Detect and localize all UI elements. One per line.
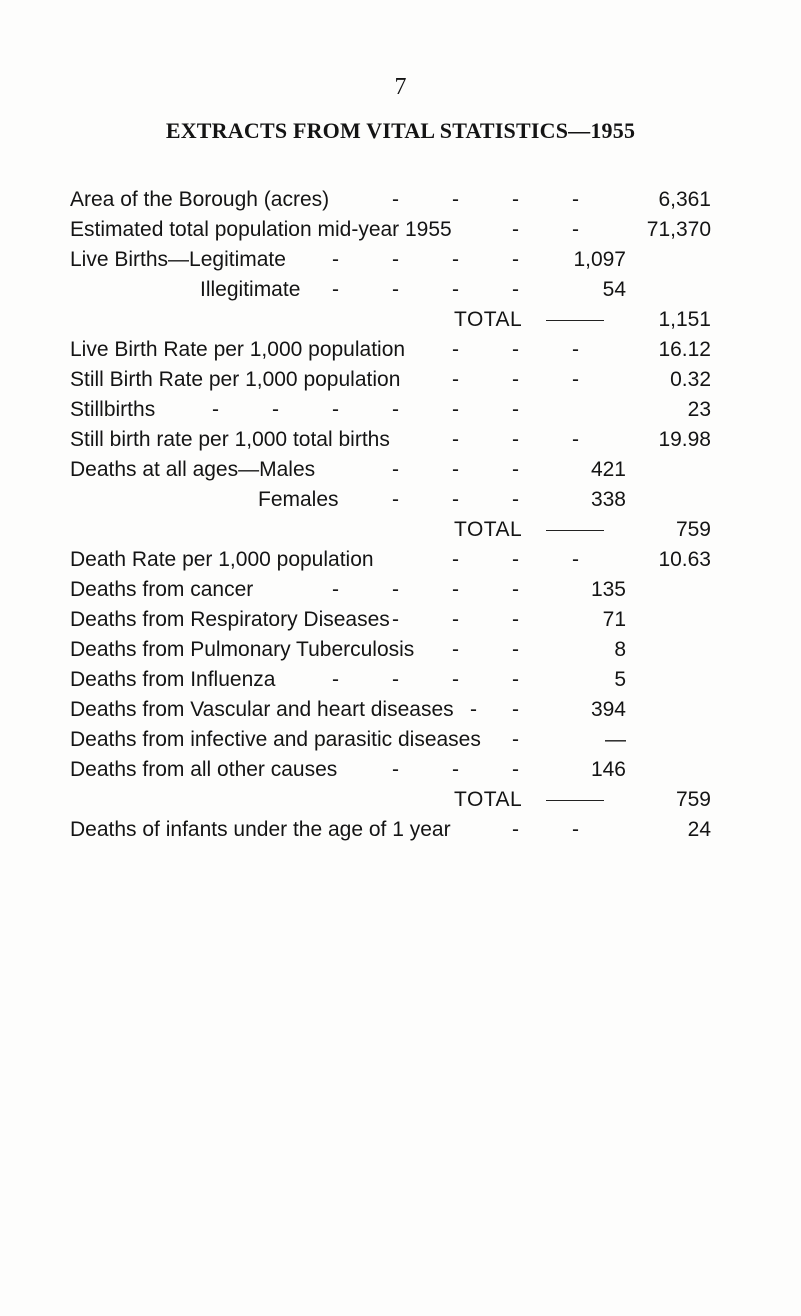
table-row-live-birth-rate: Live Birth Rate per 1,000 population - - - 16.12 xyxy=(0,334,801,366)
table-row-infant-deaths: Deaths of infants under the age of 1 year - - 24 xyxy=(0,814,801,846)
table-row-deaths-cancer: Deaths from cancer - - - - 135 xyxy=(0,574,801,606)
row-value: 23 xyxy=(687,398,711,421)
total-rule xyxy=(546,800,604,801)
row-label: Live Births—Legitimate xyxy=(70,248,286,271)
row-subvalue: 71 xyxy=(602,608,626,631)
table-row-deaths-males: Deaths at all ages—Males - - - 421 xyxy=(0,454,801,486)
total-label: TOTAL xyxy=(454,518,523,541)
total-rule xyxy=(546,530,604,531)
row-subvalue: 135 xyxy=(590,578,626,601)
row-subvalue: 54 xyxy=(602,278,626,301)
table-row-deaths-influenza: Deaths from Influenza - - - - 5 xyxy=(0,664,801,696)
row-subvalue: — xyxy=(605,728,626,751)
row-value: 6,361 xyxy=(658,188,711,211)
row-label: Estimated total population mid-year 1955 xyxy=(70,218,452,241)
total-rule xyxy=(546,320,604,321)
row-label: Deaths from all other causes xyxy=(70,758,338,781)
row-value: 16.12 xyxy=(658,338,711,361)
row-label: Area of the Borough (acres) xyxy=(70,188,330,211)
total-label: TOTAL xyxy=(454,308,523,331)
table-row-still-birth-rate-total: Still birth rate per 1,000 total births - - - 19.98 xyxy=(0,424,801,456)
row-label: Illegitimate xyxy=(200,278,301,301)
table-row-total-causes xyxy=(0,784,801,816)
row-label: Deaths at all ages—Males xyxy=(70,458,316,481)
table-row-population: Estimated total population mid-year 1955 - - 71,370 xyxy=(0,214,801,246)
row-label: Still birth rate per 1,000 total births xyxy=(70,428,390,451)
row-label: Deaths from Vascular and heart diseases xyxy=(70,698,454,721)
table-row-deaths-infective: Deaths from infective and parasitic diseases - — xyxy=(0,724,801,756)
row-label: Still Birth Rate per 1,000 population xyxy=(70,368,401,391)
row-label: Deaths from Influenza xyxy=(70,668,276,691)
row-subvalue: 338 xyxy=(590,488,626,511)
row-subvalue: 1,097 xyxy=(573,248,626,271)
row-label: Deaths of infants under the age of 1 year xyxy=(70,818,451,841)
row-label: Females xyxy=(258,488,339,511)
table-row-deaths-tuberculosis: Deaths from Pulmonary Tuberculosis - - 8 xyxy=(0,634,801,666)
row-value: 759 xyxy=(675,518,711,541)
row-value: 10.63 xyxy=(658,548,711,571)
table-row-death-rate: Death Rate per 1,000 population - - - 10.63 xyxy=(0,544,801,576)
table-row-deaths-females: Females - - - 338 xyxy=(0,484,801,516)
table-row-stillbirths: Stillbirths - - - - - - 23 xyxy=(0,394,801,426)
row-label: Deaths from cancer xyxy=(70,578,254,601)
table-row-area: Area of the Borough (acres) - - - - 6,361 xyxy=(0,184,801,216)
row-value: 71,370 xyxy=(646,218,711,241)
table-row-total-deaths xyxy=(0,514,801,546)
total-label: TOTAL xyxy=(454,788,523,811)
row-label: Deaths from Pulmonary Tuberculosis xyxy=(70,638,415,661)
table-row-live-births-legitimate: Live Births—Legitimate - - - - 1,097 xyxy=(0,244,801,276)
table-row-deaths-respiratory: Deaths from Respiratory Diseases - - - 71 xyxy=(0,604,801,636)
row-label: Deaths from infective and parasitic diseases xyxy=(70,728,481,751)
table-row-still-birth-rate: Still Birth Rate per 1,000 population - - - 0.32 xyxy=(0,364,801,396)
row-label: Live Birth Rate per 1,000 population xyxy=(70,338,406,361)
page-number: 7 xyxy=(394,74,407,100)
row-subvalue: 394 xyxy=(590,698,626,721)
row-label: Stillbirths xyxy=(70,398,156,421)
row-value: 0.32 xyxy=(670,368,711,391)
row-subvalue: 5 xyxy=(614,668,626,691)
table-row-deaths-other: Deaths from all other causes - - - 146 xyxy=(0,754,801,786)
row-subvalue: 146 xyxy=(590,758,626,781)
row-subvalue: 421 xyxy=(590,458,626,481)
row-label: Death Rate per 1,000 population xyxy=(70,548,374,571)
row-value: 24 xyxy=(687,818,711,841)
row-value: 759 xyxy=(675,788,711,811)
page-title: EXTRACTS FROM VITAL STATISTICS—1955 xyxy=(165,118,636,143)
row-value: 1,151 xyxy=(658,308,711,331)
row-label: Deaths from Respiratory Diseases xyxy=(70,608,390,631)
row-value: 19.98 xyxy=(658,428,711,451)
table-row-live-births-illegitimate: Illegitimate - - - - 54 xyxy=(0,274,801,306)
table-row-deaths-vascular: Deaths from Vascular and heart diseases - - 394 xyxy=(0,694,801,726)
table-row-total-births xyxy=(0,304,801,336)
row-subvalue: 8 xyxy=(614,638,626,661)
